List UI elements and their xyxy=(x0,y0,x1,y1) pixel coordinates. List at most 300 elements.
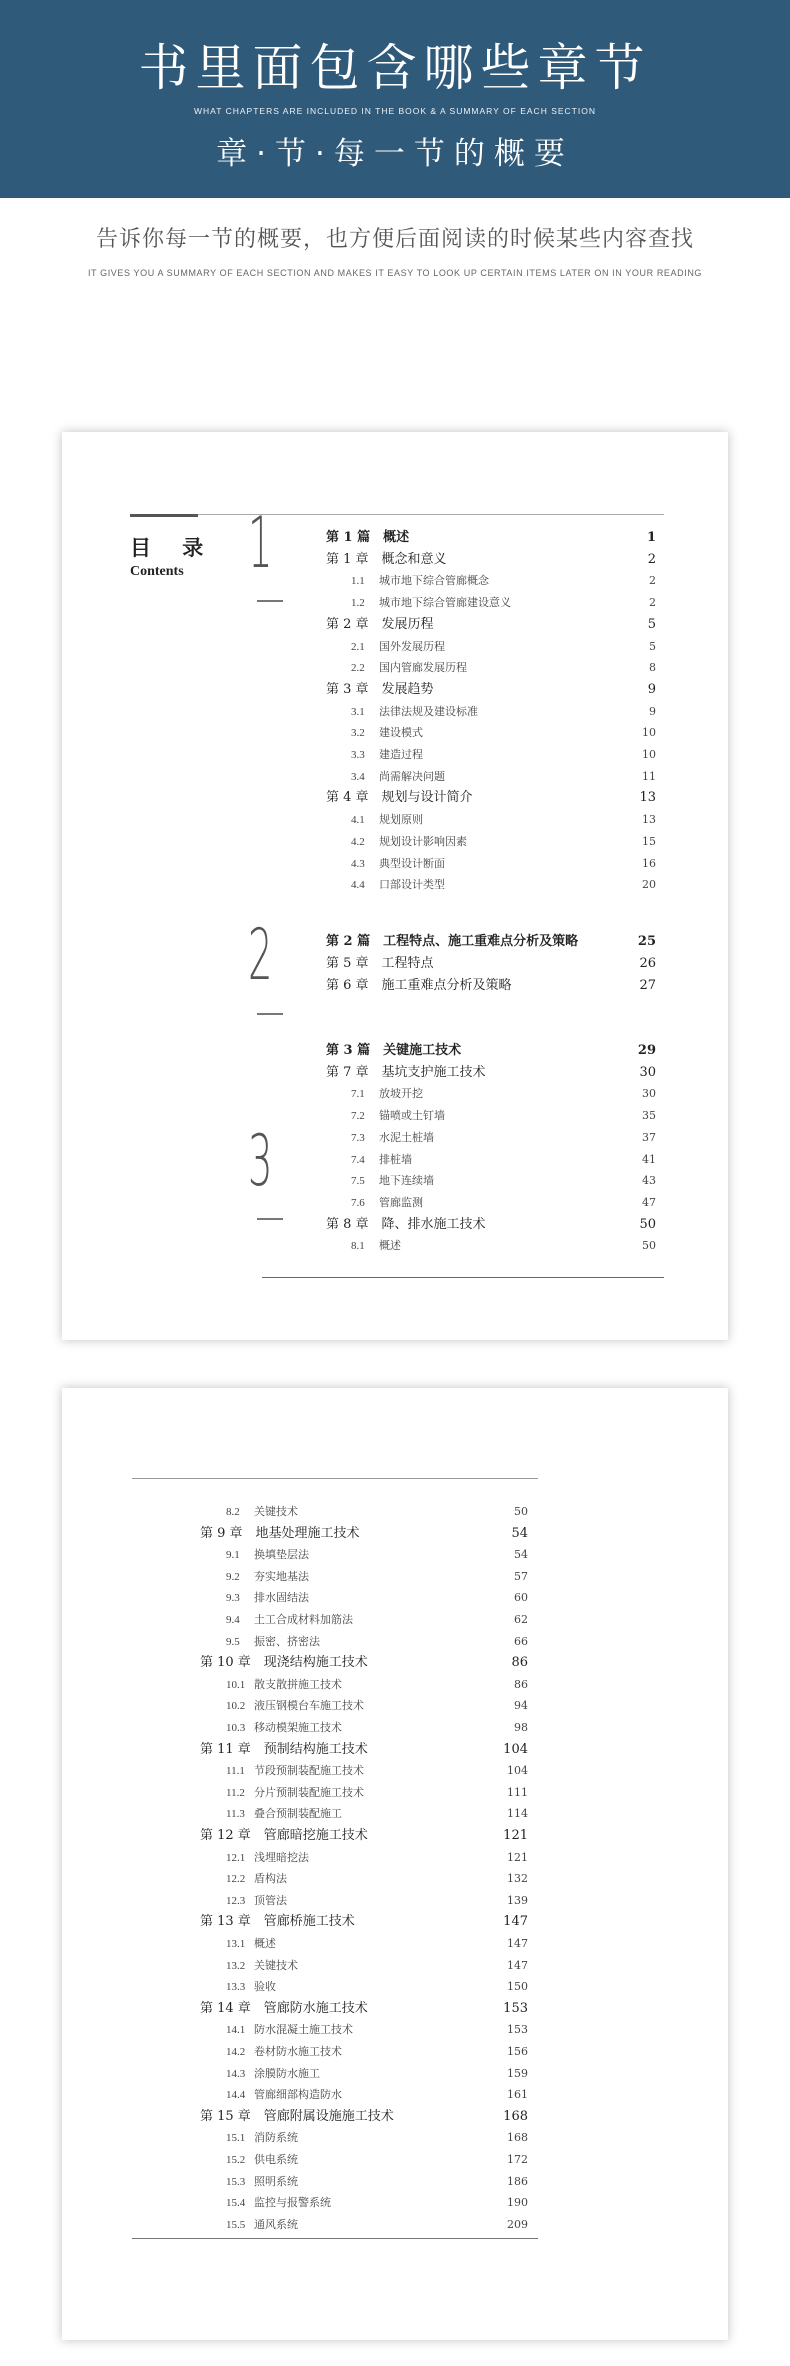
toc-entry-section xyxy=(226,1934,528,1954)
heading-rule xyxy=(130,514,198,517)
toc-entry-section xyxy=(351,702,656,722)
section-title: 顶管法 xyxy=(254,1893,287,1907)
toc-page-number: 16 xyxy=(642,856,656,870)
part-number-2: 2 xyxy=(248,914,273,996)
toc-page-number: 10 xyxy=(642,726,656,740)
toc-entry-label: 第 12 章 管廊暗挖施工技术 xyxy=(200,1828,368,1843)
section-number: 8.2 xyxy=(226,1506,240,1518)
section-title: 散支散拼施工技术 xyxy=(254,1677,342,1691)
section-number: 12.3 xyxy=(226,1894,246,1907)
section-title: 换填垫层法 xyxy=(254,1548,309,1562)
toc-heading-cn: 目 录 xyxy=(130,535,216,560)
toc-entry-section xyxy=(226,2193,528,2213)
toc-entry-section xyxy=(226,2215,528,2235)
part-number-underline xyxy=(257,600,283,602)
toc-page-number: 114 xyxy=(507,1807,528,1821)
toc-entry-label xyxy=(226,2215,298,2235)
toc-page-number: 54 xyxy=(514,1548,528,1562)
toc-entry-label xyxy=(351,854,445,874)
toc-entry-section xyxy=(226,1848,528,1868)
toc-entry-label: 第 10 章 现浇结构施工技术 xyxy=(200,1655,368,1671)
banner-title: 书里面包含哪些章节 xyxy=(138,39,652,97)
toc-entry-label xyxy=(351,637,445,657)
toc-entry-label xyxy=(351,658,467,678)
section-title: 关键技术 xyxy=(254,1505,298,1518)
toc-page-number: 132 xyxy=(507,1872,528,1886)
toc-entry-section xyxy=(226,2150,528,2170)
section-title: 城市地下综合管廊建设意义 xyxy=(379,596,511,610)
toc-entry-part xyxy=(326,932,656,952)
toc-entry-label xyxy=(351,1128,434,1148)
section-number: 7.3 xyxy=(351,1131,365,1144)
toc-page-number: 25 xyxy=(637,934,656,949)
toc-entry-section xyxy=(226,1632,528,1652)
section-number: 8.1 xyxy=(351,1240,365,1253)
toc-entry-section xyxy=(226,2128,528,2148)
toc-entry-section xyxy=(226,1956,528,1976)
section-number: 9.5 xyxy=(226,1635,240,1648)
section-number: 15.4 xyxy=(226,2197,246,2210)
section-number: 14.2 xyxy=(226,2046,246,2058)
toc-page-number: 86 xyxy=(511,1655,528,1671)
toc-page-number: 13 xyxy=(642,813,656,827)
toc-page-number: 2 xyxy=(649,574,656,588)
toc-page-number: 2 xyxy=(647,551,656,567)
section-number: 11.3 xyxy=(226,1808,245,1821)
toc-entry-section xyxy=(351,875,656,895)
section-title: 分片预制装配施工技术 xyxy=(254,1785,364,1799)
section-title: 锚喷或土钉墙 xyxy=(379,1109,445,1123)
toc-entry-label xyxy=(226,2085,342,2105)
section-number: 4.4 xyxy=(351,879,365,892)
toc-entry-label xyxy=(226,1783,364,1803)
toc-page-number: 86 xyxy=(514,1677,528,1691)
section-title: 振密、挤密法 xyxy=(254,1634,320,1648)
toc-entry-section xyxy=(226,2020,528,2040)
toc-entry-section xyxy=(351,1236,656,1256)
toc-entry-chapter xyxy=(326,954,656,974)
toc-page-number: 159 xyxy=(507,2066,528,2080)
toc-page-number: 147 xyxy=(507,1937,528,1950)
toc-entry-chapter xyxy=(326,1215,656,1235)
toc-page-1 xyxy=(62,432,728,1340)
toc-entry-label: 第 2 章 发展历程 xyxy=(326,616,434,632)
toc-entry-label xyxy=(226,2128,298,2148)
toc-page-number: 54 xyxy=(511,1525,528,1541)
toc-entry-label: 第 7 章 基坑支护施工技术 xyxy=(326,1064,486,1080)
toc-entry-chapter xyxy=(200,1999,528,2019)
toc-page-2 xyxy=(62,1388,728,2340)
toc-entry-label xyxy=(226,1891,287,1911)
section-title: 验收 xyxy=(254,1980,276,1994)
toc-entry-label xyxy=(226,1502,298,1522)
toc-page-number: 15 xyxy=(642,834,656,848)
section-number: 12.2 xyxy=(226,1873,246,1886)
toc-entry-section xyxy=(351,571,656,591)
toc-entry-section xyxy=(226,1804,528,1824)
toc-entry-label: 第 1 章 概念和意义 xyxy=(326,551,447,567)
toc-entry-section xyxy=(226,1718,528,1738)
section-number: 4.3 xyxy=(351,857,365,870)
toc-page-number: 94 xyxy=(514,1699,528,1713)
toc-entry-section xyxy=(226,1696,528,1716)
section-title: 建造过程 xyxy=(379,748,423,761)
section-number: 9.1 xyxy=(226,1549,240,1562)
toc-entry-section xyxy=(226,2085,528,2105)
toc-page-number: 168 xyxy=(507,2131,528,2145)
toc-entry-label: 第 5 章 工程特点 xyxy=(326,956,434,971)
toc-entry-section xyxy=(351,832,656,852)
toc-heading xyxy=(130,514,215,580)
toc-entry-label xyxy=(226,2020,353,2040)
toc-entry-chapter xyxy=(326,1063,656,1083)
section-title: 国外发展历程 xyxy=(379,639,445,653)
section-title: 规划设计影响因素 xyxy=(379,834,467,848)
toc-entry-part xyxy=(326,1041,656,1061)
section-number: 15.1 xyxy=(226,2132,246,2145)
section-number: 13.3 xyxy=(226,1981,246,1994)
toc-entry-chapter xyxy=(200,1524,528,1544)
section-title: 涂膜防水施工 xyxy=(254,2066,320,2080)
section-number: 7.5 xyxy=(351,1175,365,1188)
section-number: 11.1 xyxy=(226,1765,245,1778)
toc-page-number: 57 xyxy=(514,1569,528,1583)
toc-heading-en: Contents xyxy=(130,564,184,579)
toc-page-number: 209 xyxy=(507,2217,528,2231)
toc-entry-chapter xyxy=(326,680,656,700)
toc-entry-label xyxy=(351,1084,423,1104)
toc-page-number: 60 xyxy=(514,1591,528,1605)
section-title: 典型设计断面 xyxy=(379,856,445,870)
toc-page-number: 37 xyxy=(642,1130,656,1144)
section-title: 关键技术 xyxy=(254,1958,298,1972)
toc-entry-label xyxy=(226,1848,309,1868)
toc-entry-label xyxy=(226,1588,309,1608)
toc-entry-chapter xyxy=(326,550,656,570)
section-number: 9.3 xyxy=(226,1592,240,1605)
toc-entry-section xyxy=(351,658,656,678)
toc-page-number: 35 xyxy=(642,1109,656,1123)
toc-entry-label xyxy=(351,1171,434,1191)
section-title: 供电系统 xyxy=(254,2153,298,2166)
toc-entry-section xyxy=(226,2172,528,2192)
section-number: 14.4 xyxy=(226,2089,246,2102)
toc-entry-label xyxy=(351,702,478,722)
toc-entry-section xyxy=(351,637,656,657)
toc-entry-section xyxy=(226,1977,528,1997)
toc-page-number: 20 xyxy=(642,878,656,892)
toc-entry-section xyxy=(226,1502,528,1522)
toc-entry-chapter xyxy=(326,788,656,808)
toc-entry-label xyxy=(226,1567,309,1587)
section-title: 尚需解决问题 xyxy=(379,769,445,783)
toc-entry-chapter xyxy=(200,1740,528,1760)
toc-entry-label xyxy=(226,1718,342,1738)
section-number: 15.5 xyxy=(226,2218,246,2231)
toc-entry-label xyxy=(226,1761,364,1781)
toc-entry-chapter xyxy=(200,1826,528,1846)
intro-text: 告诉你每一节的概要，也方便后面阅读的时候某些内容查找 xyxy=(95,227,694,252)
section-title: 消防系统 xyxy=(254,2131,298,2145)
toc-page-number: 172 xyxy=(507,2153,528,2166)
toc-page-number: 62 xyxy=(514,1613,528,1626)
section-title: 叠合预制装配施工 xyxy=(254,1807,342,1821)
toc-entry-label xyxy=(226,1977,276,1997)
toc-page-number: 156 xyxy=(507,2045,528,2058)
toc-page-number: 139 xyxy=(507,1893,528,1907)
section-title: 节段预制装配施工技术 xyxy=(254,1764,364,1778)
toc-entry-section xyxy=(351,1150,656,1170)
part-number-underline xyxy=(257,1013,283,1015)
section-title: 盾构法 xyxy=(254,1872,287,1886)
toc-entry-label: 第 3 章 发展趋势 xyxy=(326,681,434,697)
toc-entry-section xyxy=(351,1128,656,1148)
toc-entry-label: 第 4 章 规划与设计简介 xyxy=(326,790,473,806)
toc-entry-label: 第 8 章 降、排水施工技术 xyxy=(326,1216,486,1232)
toc-page-number: 29 xyxy=(637,1043,656,1058)
toc-entry-label xyxy=(351,810,423,830)
toc-entry-section xyxy=(351,810,656,830)
section-title: 排桩墙 xyxy=(379,1152,412,1166)
part-number-underline xyxy=(257,1218,283,1220)
section-title: 概述 xyxy=(254,1937,276,1950)
toc-page-number: 121 xyxy=(503,1828,528,1843)
toc-entry-label: 第 15 章 管廊附属设施施工技术 xyxy=(200,2108,394,2124)
intro-text-en: IT GIVES YOU A SUMMARY OF EACH SECTION AND MAKES IT EASY TO LOOK UP CERTAIN ITEMS LATER ON IN YOUR READING xyxy=(87,268,703,278)
toc-page-number: 147 xyxy=(507,1958,528,1972)
section-title: 城市地下综合管廊概念 xyxy=(379,574,489,588)
section-number: 9.4 xyxy=(226,1614,240,1626)
section-title: 夯实地基法 xyxy=(254,1569,309,1583)
toc-entry-section xyxy=(226,1588,528,1608)
section-number: 2.1 xyxy=(351,640,365,653)
section-number: 7.6 xyxy=(351,1196,365,1209)
section-number: 3.1 xyxy=(351,705,365,718)
toc-page-number: 9 xyxy=(647,681,656,697)
section-title: 管廊细部构造防水 xyxy=(254,2088,342,2102)
toc-entry-label xyxy=(226,2172,298,2192)
toc-entry-section xyxy=(351,1106,656,1126)
toc-entry-label xyxy=(351,571,489,591)
section-number: 4.1 xyxy=(351,814,365,827)
section-number: 10.2 xyxy=(226,1700,246,1713)
section-title: 监控与报警系统 xyxy=(254,2196,331,2210)
toc-page-number: 11 xyxy=(642,769,656,783)
part-number-3: 3 xyxy=(248,1120,273,1202)
toc-entry-label xyxy=(351,1236,401,1256)
toc-entry-label xyxy=(226,1675,342,1695)
section-number: 3.4 xyxy=(351,770,365,783)
section-number: 7.1 xyxy=(351,1088,365,1101)
section-title: 土工合成材料加筋法 xyxy=(254,1613,353,1626)
toc-page-number: 98 xyxy=(514,1721,528,1734)
toc-entry-label xyxy=(351,767,445,787)
toc-entry-label xyxy=(226,1956,298,1976)
section-number: 10.1 xyxy=(226,1678,246,1691)
toc-entry-label: 第 1 篇 概述 xyxy=(326,530,410,545)
toc-entry-section xyxy=(226,1675,528,1695)
toc-entry-section xyxy=(351,593,656,613)
toc-page-number: 50 xyxy=(639,1216,656,1232)
section-title: 管廊监测 xyxy=(379,1195,423,1209)
toc-entry-section xyxy=(226,2042,528,2062)
section-number: 15.2 xyxy=(226,2154,246,2166)
top-rule xyxy=(132,1478,538,1479)
toc-page-number: 2 xyxy=(649,596,656,610)
section-title: 放坡开挖 xyxy=(379,1087,423,1101)
toc-page-number: 27 xyxy=(639,978,656,993)
section-number: 13.2 xyxy=(226,1959,246,1972)
toc-entry-label xyxy=(351,832,467,852)
toc-page-number: 10 xyxy=(642,748,656,761)
banner-subtitle: 章·节·每一节的概要 xyxy=(216,136,574,172)
toc-page-number: 47 xyxy=(642,1195,656,1209)
section-number: 7.2 xyxy=(351,1110,365,1123)
toc-entry-label xyxy=(226,2064,320,2084)
toc-entry-section xyxy=(226,1545,528,1565)
toc-entry-section xyxy=(351,745,656,765)
toc-page-number: 13 xyxy=(639,790,656,806)
section-number: 14.1 xyxy=(226,2024,246,2037)
toc-page-number: 50 xyxy=(514,1505,528,1518)
banner-subtitle-en: WHAT CHAPTERS ARE INCLUDED IN THE BOOK & A SUMMARY OF EACH SECTION xyxy=(194,106,596,116)
section-title: 建设模式 xyxy=(379,726,423,740)
toc-entry-section xyxy=(351,723,656,743)
toc-page-number: 153 xyxy=(503,2000,528,2016)
toc-page-number: 26 xyxy=(639,956,656,971)
toc-page-number: 50 xyxy=(642,1239,656,1253)
section-title: 防水混凝土施工技术 xyxy=(254,2023,353,2037)
toc-page-number: 1 xyxy=(646,530,656,545)
toc-entry-section xyxy=(226,1783,528,1803)
toc-entry-section xyxy=(351,1084,656,1104)
toc-page-number: 41 xyxy=(642,1152,656,1166)
section-title: 口部设计类型 xyxy=(379,878,445,892)
toc-page-number: 186 xyxy=(507,2174,528,2188)
toc-entry-label: 第 13 章 管廊桥施工技术 xyxy=(200,1914,355,1930)
section-number: 13.1 xyxy=(226,1938,246,1950)
toc-entry-section xyxy=(226,1891,528,1911)
toc-page-number: 147 xyxy=(503,1914,528,1930)
toc-entry-section xyxy=(351,1171,656,1191)
toc-entry-label xyxy=(226,2150,298,2170)
toc-entry-chapter xyxy=(200,2107,528,2127)
toc-entry-label xyxy=(226,1934,276,1954)
section-number: 11.2 xyxy=(226,1786,245,1799)
toc-entry-label xyxy=(351,1106,445,1126)
toc-page-number: 111 xyxy=(507,1785,528,1799)
section-number: 3.3 xyxy=(351,749,365,761)
section-number: 2.2 xyxy=(351,662,365,675)
toc-entry-label xyxy=(226,2042,342,2062)
section-title: 液压钢模台车施工技术 xyxy=(254,1699,364,1713)
toc-entry-label: 第 11 章 预制结构施工技术 xyxy=(200,1741,368,1757)
section-title: 国内管廊发展历程 xyxy=(379,661,467,675)
toc-entry-chapter xyxy=(200,1912,528,1932)
toc-page-number: 8 xyxy=(649,661,656,675)
header-banner xyxy=(0,0,790,198)
toc-entry-section xyxy=(226,2064,528,2084)
toc-entry-chapter xyxy=(326,615,656,635)
section-number: 1.2 xyxy=(351,597,365,610)
toc-page-number: 9 xyxy=(649,704,656,718)
section-title: 规划原则 xyxy=(379,813,423,827)
toc-entry-label xyxy=(226,1545,309,1565)
section-title: 概述 xyxy=(379,1239,401,1253)
bottom-rule xyxy=(262,1277,664,1278)
toc-entry-label xyxy=(351,875,445,895)
toc-entry-section xyxy=(351,767,656,787)
part-number-1: 1 xyxy=(248,502,273,584)
section-title: 水泥土桩墙 xyxy=(379,1130,434,1144)
toc-entry-part xyxy=(326,528,656,548)
toc-page-number: 121 xyxy=(507,1850,528,1864)
toc-entry-label: 第 14 章 管廊防水施工技术 xyxy=(200,2000,368,2016)
toc-entry-label xyxy=(351,1150,412,1170)
section-title: 地下连续墙 xyxy=(379,1174,434,1188)
toc-page-number: 104 xyxy=(503,1741,528,1757)
toc-entry-label xyxy=(226,1610,353,1630)
toc-page-number: 30 xyxy=(639,1064,656,1080)
section-title: 照明系统 xyxy=(254,2174,298,2188)
toc-page-number: 66 xyxy=(514,1634,528,1648)
toc-entry-section xyxy=(226,1869,528,1889)
section-title: 法律法规及建设标准 xyxy=(379,704,478,718)
toc-entry-label xyxy=(226,1632,320,1652)
section-number: 9.2 xyxy=(226,1570,240,1583)
section-number: 10.3 xyxy=(226,1722,246,1734)
section-title: 浅埋暗挖法 xyxy=(254,1850,309,1864)
section-title: 通风系统 xyxy=(254,2217,298,2231)
section-number: 14.3 xyxy=(226,2067,246,2080)
toc-page-number: 150 xyxy=(507,1980,528,1994)
section-title: 卷材防水施工技术 xyxy=(254,2045,342,2058)
section-title: 排水固结法 xyxy=(254,1591,309,1605)
toc-entry-section xyxy=(226,1610,528,1630)
section-number: 7.4 xyxy=(351,1153,365,1166)
section-title: 移动模架施工技术 xyxy=(254,1721,342,1734)
toc-entry-label xyxy=(351,723,423,743)
toc-page-number: 168 xyxy=(503,2108,528,2124)
toc-entry-label xyxy=(226,1804,342,1824)
toc-page-number: 5 xyxy=(649,639,656,653)
toc-entry-label xyxy=(226,1696,364,1716)
toc-entry-section xyxy=(351,854,656,874)
toc-page-number: 104 xyxy=(507,1764,528,1778)
toc-entry-label xyxy=(226,1869,287,1889)
toc-entry-label xyxy=(351,593,511,613)
toc-page-number: 153 xyxy=(507,2023,528,2037)
toc-page-number: 5 xyxy=(647,616,656,632)
section-number: 12.1 xyxy=(226,1851,246,1864)
toc-entry-section xyxy=(226,1567,528,1587)
toc-entry-label: 第 3 篇 关键施工技术 xyxy=(326,1043,462,1058)
toc-page-number: 190 xyxy=(507,2196,528,2210)
section-number: 15.3 xyxy=(226,2175,246,2188)
toc-entry-label: 第 2 篇 工程特点、施工重难点分析及策略 xyxy=(326,934,579,949)
toc-entry-label: 第 9 章 地基处理施工技术 xyxy=(200,1525,360,1541)
bottom-rule xyxy=(132,2238,538,2239)
toc-entry-label xyxy=(226,2193,331,2213)
section-number: 1.1 xyxy=(351,575,365,588)
toc-page-number: 161 xyxy=(507,2088,528,2102)
toc-entry-label xyxy=(351,1193,423,1213)
toc-page-number: 43 xyxy=(642,1174,656,1188)
toc-entry-chapter xyxy=(326,976,656,996)
toc-entry-label xyxy=(351,745,423,765)
toc-entry-section xyxy=(351,1193,656,1213)
section-number: 3.2 xyxy=(351,727,365,740)
